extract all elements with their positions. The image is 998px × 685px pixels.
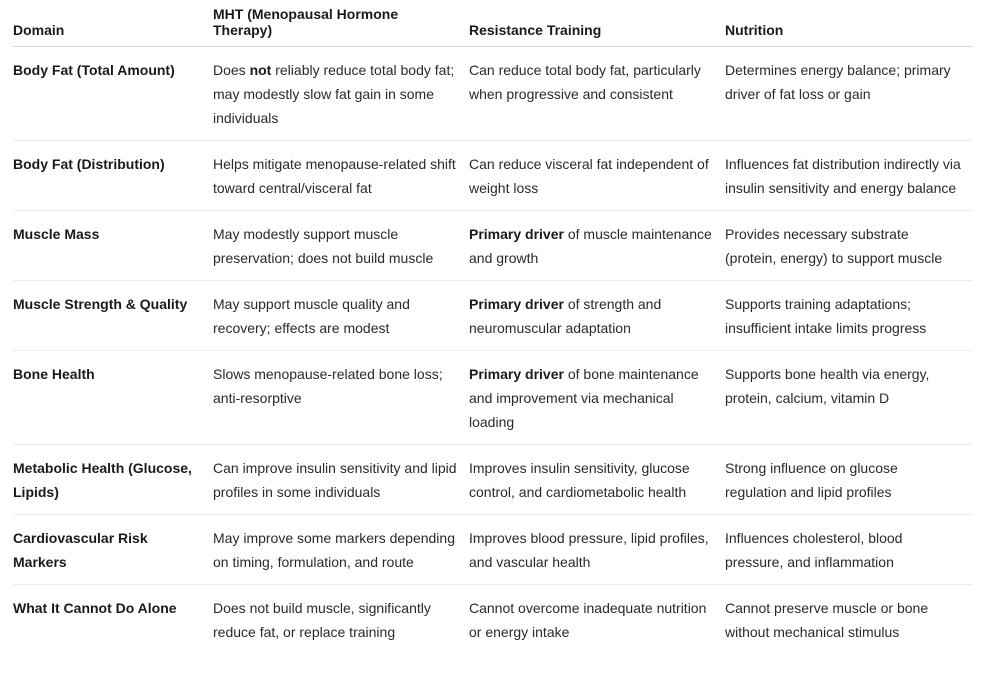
cell-mht bbox=[213, 211, 469, 281]
cell-domain: Muscle Strength & Quality bbox=[13, 281, 213, 351]
cell-nutrition bbox=[725, 585, 973, 655]
header-nutrition: Nutrition bbox=[725, 0, 973, 47]
cell-text: Supports training adaptations; insufficient intake limits progress bbox=[725, 296, 927, 336]
cell-mht bbox=[213, 445, 469, 515]
table-body bbox=[13, 47, 973, 655]
cell-text: of strength and neuromuscular adaptation bbox=[469, 296, 662, 336]
cell-text: May support muscle quality and recovery; effects are modest bbox=[213, 296, 410, 336]
cell-text: Supports bone health via energy, protein, calcium, vitamin D bbox=[725, 366, 930, 406]
header-mht: MHT (Menopausal Hormone Therapy) bbox=[213, 0, 469, 47]
cell-resistance-training bbox=[469, 585, 725, 655]
cell-nutrition bbox=[725, 47, 973, 141]
comparison-table bbox=[13, 0, 973, 654]
cell-text: May improve some markers depending on timing, formulation, and route bbox=[213, 530, 455, 570]
cell-text: Improves blood pressure, lipid profiles, and vascular health bbox=[469, 530, 709, 570]
cell-text: Can reduce visceral fat independent of weight loss bbox=[469, 156, 709, 196]
cell-nutrition bbox=[725, 515, 973, 585]
cell-domain: Body Fat (Distribution) bbox=[13, 141, 213, 211]
cell-text: Does bbox=[213, 62, 250, 78]
table-row bbox=[13, 141, 973, 211]
cell-resistance-training bbox=[469, 141, 725, 211]
cell-emphasis: Primary driver bbox=[469, 296, 564, 312]
cell-resistance-training bbox=[469, 47, 725, 141]
cell-text: Influences fat distribution indirectly via insulin sensitivity and energy balance bbox=[725, 156, 961, 196]
cell-resistance-training bbox=[469, 211, 725, 281]
cell-text: Cannot preserve muscle or bone without mechanical stimulus bbox=[725, 600, 929, 640]
cell-text: of muscle maintenance and growth bbox=[469, 226, 712, 266]
cell-domain: Metabolic Health (Glucose, Lipids) bbox=[13, 445, 213, 515]
cell-text: May modestly support muscle preservation; does not build muscle bbox=[213, 226, 434, 266]
cell-resistance-training bbox=[469, 445, 725, 515]
cell-nutrition bbox=[725, 351, 973, 445]
cell-emphasis: Primary driver bbox=[469, 366, 564, 382]
cell-domain: Body Fat (Total Amount) bbox=[13, 47, 213, 141]
comparison-table-container bbox=[13, 0, 973, 654]
cell-text: reliably reduce total body fat; may modestly slow fat gain in some individuals bbox=[213, 62, 455, 126]
cell-text: Strong influence on glucose regulation and lipid profiles bbox=[725, 460, 898, 500]
cell-nutrition bbox=[725, 141, 973, 211]
cell-mht bbox=[213, 515, 469, 585]
cell-mht bbox=[213, 585, 469, 655]
cell-mht bbox=[213, 47, 469, 141]
cell-resistance-training bbox=[469, 351, 725, 445]
cell-nutrition bbox=[725, 445, 973, 515]
cell-resistance-training bbox=[469, 515, 725, 585]
cell-emphasis: not bbox=[249, 62, 272, 78]
cell-resistance-training bbox=[469, 281, 725, 351]
cell-domain: Bone Health bbox=[13, 351, 213, 445]
cell-nutrition bbox=[725, 281, 973, 351]
table-row bbox=[13, 281, 973, 351]
cell-text: Determines energy balance; primary driver of fat loss or gain bbox=[725, 62, 951, 102]
cell-text: Does not build muscle, significantly reduce fat, or replace training bbox=[213, 600, 431, 640]
cell-text: Slows menopause-related bone loss; anti-resorptive bbox=[213, 366, 443, 406]
header-resistance-training: Resistance Training bbox=[469, 0, 725, 47]
table-row bbox=[13, 351, 973, 445]
table-row bbox=[13, 445, 973, 515]
table-header-row bbox=[13, 0, 973, 47]
cell-domain: Muscle Mass bbox=[13, 211, 213, 281]
header-domain: Domain bbox=[13, 0, 213, 47]
cell-text: Helps mitigate menopause-related shift toward central/visceral fat bbox=[213, 156, 456, 196]
cell-mht bbox=[213, 281, 469, 351]
cell-text: Influences cholesterol, blood pressure, and inflammation bbox=[725, 530, 903, 570]
cell-mht bbox=[213, 141, 469, 211]
cell-domain: Cardiovascular Risk Markers bbox=[13, 515, 213, 585]
table-row bbox=[13, 585, 973, 655]
cell-text: Improves insulin sensitivity, glucose control, and cardiometabolic health bbox=[469, 460, 690, 500]
table-row bbox=[13, 515, 973, 585]
cell-domain: What It Cannot Do Alone bbox=[13, 600, 177, 616]
cell-text: of bone maintenance and improvement via mechanical loading bbox=[469, 366, 699, 430]
cell-text: Provides necessary substrate (protein, energy) to support muscle bbox=[725, 226, 943, 266]
table-row bbox=[13, 211, 973, 281]
cell-emphasis: Primary driver bbox=[469, 226, 564, 242]
cell-text: Cannot overcome inadequate nutrition or energy intake bbox=[469, 600, 707, 640]
cell-text: Can improve insulin sensitivity and lipid profiles in some individuals bbox=[213, 460, 457, 500]
cell-nutrition bbox=[725, 211, 973, 281]
table-row bbox=[13, 47, 973, 141]
cell-text: Can reduce total body fat, particularly when progressive and consistent bbox=[469, 62, 701, 102]
cell-mht bbox=[213, 351, 469, 445]
